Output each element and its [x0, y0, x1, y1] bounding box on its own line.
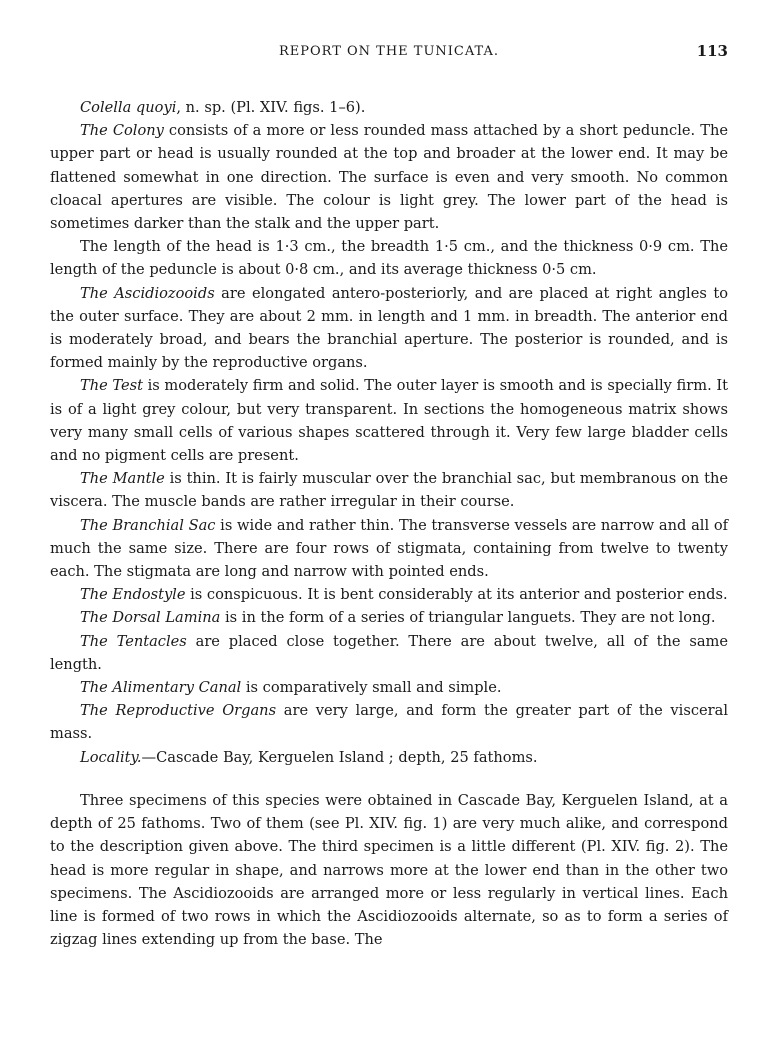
paragraph-test: [50, 374, 728, 467]
section-text: are elongated antero-posteriorly, and are placed at right angles to the outer surface. They are about 2 mm. in length and 1 mm. in breadth. The anterior end is moderately broad, and bears the branchial aperture. The posterior is rounded, and is formed mainly by the reproductive organs.: [50, 284, 728, 372]
section-text: is comparatively small and simple.: [241, 679, 502, 697]
section-text: are very large, and form the greater part of the visceral mass.: [50, 702, 728, 743]
section-text: is thin. It is fairly muscular over the branchial sac, but membranous on the viscera. The muscle bands are rather irregular in their course.: [50, 470, 729, 511]
section-text: —Cascade Bay, Kerguelen Island ; depth, 25 fathoms.: [141, 748, 538, 766]
paragraph-dimensions: [50, 235, 728, 281]
section-lead: The Ascidiozooids: [80, 284, 215, 302]
section-text: is wide and rather thin. The transverse vessels are narrow and all of much the same size. There are four rows of stigmata, containing from twelve to twenty each. The stigmata are long and narrow with pointed ends.: [50, 516, 729, 581]
paragraph-endostyle: [50, 583, 728, 606]
paragraph-tentacles: [50, 630, 728, 676]
section-lead: The Branchial Sac: [80, 516, 216, 534]
section-text: is moderately firm and solid. The outer layer is smooth and is specially firm. It is of a light grey colour, but very transparent. In sections the homogeneous matrix shows very many small cells of various shapes scattered through it. Very few large bladder cells and no pigment cells are present.: [50, 377, 728, 465]
species-description: , n. sp. (Pl. XIV. figs. 1–6).: [176, 99, 366, 116]
section-lead: The Colony: [80, 122, 164, 140]
paragraph-mantle: [50, 467, 728, 513]
paragraph-specimens: Three specimens of this species were obtained in Cascade Bay, Kerguelen Island, at a depth of 25 fathoms. Two of them (see Pl. XIV. fig. 1) are very much alike, and correspond to the description given above. The third specimen is a little different (Pl. XIV. fig. 2). The head is more regular in shape, and narrows more at the lower end than in the other two specimens. The Ascidiozooids are arranged more or less regularly in vertical lines. Each line is formed of two rows in which the Ascidiozooids alternate, so as to form a series of zigzag lines extending up from the base. The: [50, 791, 728, 949]
paragraph-branchial-sac: [50, 514, 728, 584]
species-title: [50, 96, 728, 119]
paragraph-reproductive-organs: [50, 699, 728, 745]
section-lead: The Endostyle: [80, 586, 186, 604]
body-text: [50, 96, 728, 951]
species-name: Colella quoyi: [80, 99, 177, 116]
section-lead: The Dorsal Lamina: [80, 609, 221, 627]
section-text: is conspicuous. It is bent considerably at its anterior and posterior ends.: [185, 586, 728, 604]
section-lead: The Tentacles: [80, 632, 187, 650]
section-text: consists of a more or less rounded mass attached by a short peduncle. The upper part or head is usually rounded at the top and broader at the lower end. It may be flattened somewhat in one direction. The surface is even and very smooth. No common cloacal apertures are visible. The colour is light grey. The lower part of the head is sometimes darker than the stalk and the upper part.: [50, 122, 728, 233]
page-number: 113: [696, 42, 728, 60]
section-lead: The Test: [80, 377, 143, 395]
section-lead: Locality.: [80, 748, 142, 766]
paragraph-alimentary-canal: [50, 676, 728, 699]
paragraph-dorsal-lamina: [50, 606, 728, 629]
running-title: REPORT ON THE TUNICATA.: [278, 44, 500, 59]
section-lead: The Reproductive Organs: [80, 702, 277, 720]
page-header: [50, 42, 728, 66]
section-text: are placed close together. There are about twelve, all of the same length.: [50, 632, 728, 673]
section-lead: The Mantle: [80, 470, 165, 488]
paragraph-colony: [50, 119, 728, 235]
paragraph-locality: [50, 746, 728, 769]
section-lead: The Alimentary Canal: [80, 679, 242, 697]
paragraph-ascidiozooids: [50, 282, 728, 375]
section-text: The length of the head is 1·3 cm., the breadth 1·5 cm., and the thickness 0·9 cm. The length of the peduncle is about 0·8 cm., and its average thickness 0·5 cm.: [50, 238, 728, 279]
section-text: is in the form of a series of triangular languets. They are not long.: [220, 609, 716, 627]
